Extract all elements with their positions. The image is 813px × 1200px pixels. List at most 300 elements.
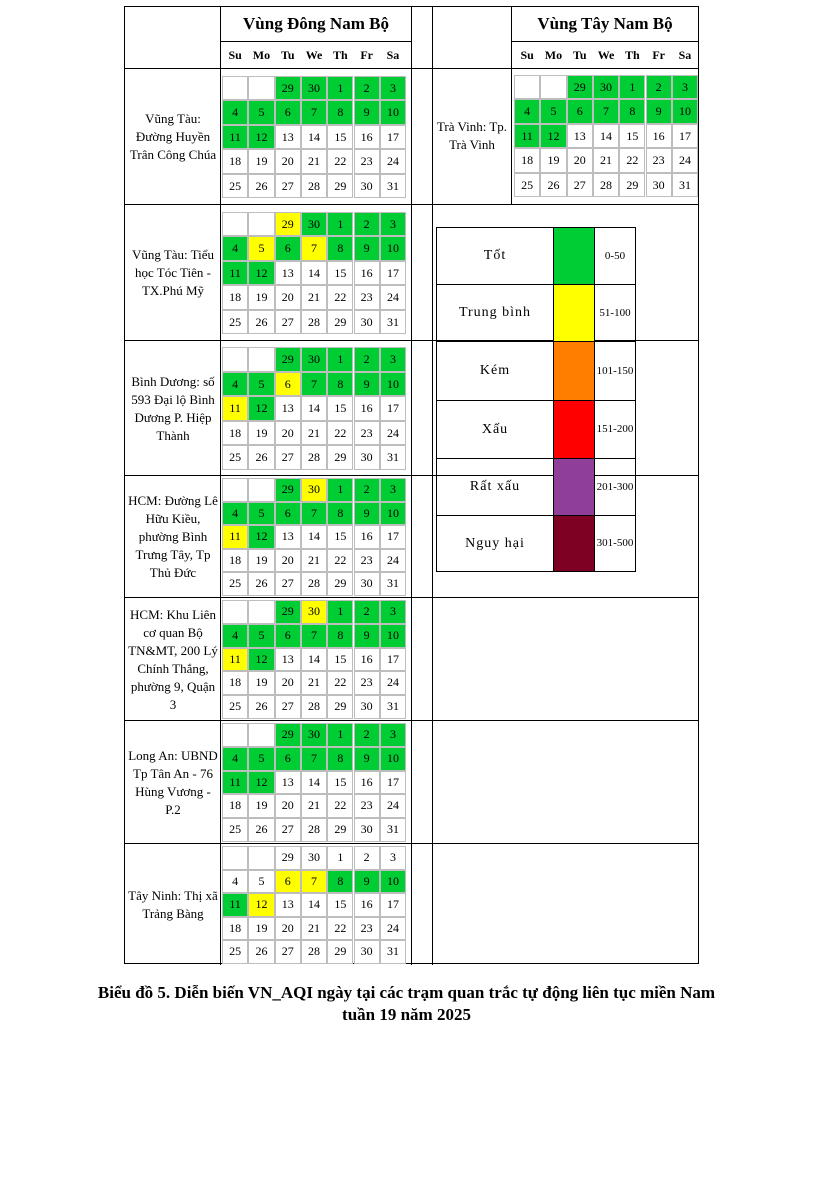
day-cell: 7 <box>301 624 327 648</box>
day-cell: 27 <box>567 173 593 198</box>
day-cell: 2 <box>354 846 380 870</box>
day-cell: 12 <box>248 771 274 795</box>
day-cell: 15 <box>327 396 353 421</box>
legend-range: 201-300 <box>594 458 636 516</box>
legend-row <box>436 227 636 285</box>
day-cell: 1 <box>619 75 645 100</box>
day-cell: 4 <box>222 870 248 894</box>
day-cell: 3 <box>380 212 406 237</box>
day-cell: 27 <box>275 940 301 964</box>
day-cell: 3 <box>672 75 698 100</box>
weekday-0: Su <box>520 48 534 62</box>
day-cell: 9 <box>354 372 380 397</box>
day-cell: 30 <box>354 174 380 199</box>
legend-range: 0-50 <box>594 227 636 285</box>
day-cell: 29 <box>567 75 593 100</box>
day-cell: 28 <box>301 174 327 199</box>
day-cell: 31 <box>380 174 406 199</box>
day-cell: 12 <box>248 893 274 917</box>
weekday-5: Fr <box>652 48 665 62</box>
day-cell: 4 <box>222 100 248 125</box>
day-cell: 29 <box>619 173 645 198</box>
day-cell: 25 <box>222 310 248 335</box>
day-cell: 3 <box>380 347 406 372</box>
day-cell: 9 <box>354 502 380 526</box>
day-cell: 11 <box>222 125 248 150</box>
day-cell: 8 <box>327 624 353 648</box>
day-cell: 18 <box>222 917 248 941</box>
figure-caption <box>20 982 793 1026</box>
day-cell: 4 <box>514 99 540 124</box>
legend-label: Rất xấu <box>436 458 554 516</box>
day-cell: 18 <box>222 549 248 573</box>
day-cell: 25 <box>222 695 248 719</box>
day-cell: 28 <box>301 445 327 470</box>
day-cell: 24 <box>380 285 406 310</box>
day-cell: 29 <box>275 600 301 624</box>
station-name: Trà Vinh: Tp. Trà Vinh <box>436 119 508 152</box>
day-cell: 8 <box>327 100 353 125</box>
day-cell <box>248 212 274 237</box>
day-cell: 13 <box>275 525 301 549</box>
day-cell: 25 <box>222 445 248 470</box>
west-block-top-line <box>433 68 698 69</box>
day-cell: 26 <box>248 940 274 964</box>
weekday-0: Su <box>228 48 242 62</box>
day-cell: 31 <box>380 695 406 719</box>
day-cell: 9 <box>354 870 380 894</box>
day-cell: 23 <box>354 671 380 695</box>
day-cell: 15 <box>327 648 353 672</box>
day-cell: 19 <box>248 421 274 446</box>
day-cell: 21 <box>301 794 327 818</box>
legend-row <box>436 341 636 401</box>
day-cell: 24 <box>380 421 406 446</box>
weekday-1: Mo <box>252 48 271 62</box>
day-cell: 7 <box>301 502 327 526</box>
day-cell: 19 <box>248 149 274 174</box>
day-cell: 5 <box>248 502 274 526</box>
station-name: HCM: Đường Lê Hữu Kiều, phường Bình Trưng Tây, Tp Thủ Đức <box>128 493 218 580</box>
day-cell: 23 <box>354 421 380 446</box>
day-cell: 9 <box>646 99 672 124</box>
day-cell: 2 <box>354 76 380 101</box>
day-cell: 24 <box>380 149 406 174</box>
day-cell: 27 <box>275 818 301 842</box>
day-cell: 6 <box>275 502 301 526</box>
day-cell: 29 <box>327 695 353 719</box>
day-cell: 11 <box>222 893 248 917</box>
day-cell: 13 <box>275 648 301 672</box>
day-cell: 11 <box>222 648 248 672</box>
day-cell: 5 <box>248 870 274 894</box>
day-cell <box>514 75 540 100</box>
day-cell: 28 <box>301 310 327 335</box>
day-cell: 21 <box>301 421 327 446</box>
day-cell: 7 <box>301 100 327 125</box>
legend-row <box>436 458 636 516</box>
day-cell: 30 <box>301 212 327 237</box>
day-cell: 20 <box>275 421 301 446</box>
day-cell: 4 <box>222 372 248 397</box>
day-cell: 29 <box>327 310 353 335</box>
day-cell <box>222 478 248 502</box>
day-cell: 8 <box>327 236 353 261</box>
day-cell: 30 <box>354 818 380 842</box>
day-cell: 19 <box>248 794 274 818</box>
day-cell: 13 <box>275 396 301 421</box>
day-cell: 17 <box>380 261 406 286</box>
day-cell: 30 <box>354 310 380 335</box>
day-cell: 29 <box>275 846 301 870</box>
caption-line-2: tuần 19 năm 2025 <box>342 1005 471 1024</box>
day-cell: 16 <box>646 124 672 149</box>
day-cell: 3 <box>380 723 406 747</box>
day-cell: 26 <box>248 310 274 335</box>
day-cell: 14 <box>301 125 327 150</box>
day-cell: 6 <box>275 870 301 894</box>
day-cell: 16 <box>354 893 380 917</box>
region-title-east: Vùng Đông Nam Bộ <box>243 14 389 33</box>
day-cell: 22 <box>327 421 353 446</box>
day-cell: 19 <box>248 671 274 695</box>
day-cell: 21 <box>593 148 619 173</box>
day-cell: 19 <box>248 549 274 573</box>
day-cell: 18 <box>222 285 248 310</box>
day-cell: 8 <box>327 870 353 894</box>
day-cell: 12 <box>248 125 274 150</box>
day-cell: 20 <box>275 149 301 174</box>
day-cell: 31 <box>380 310 406 335</box>
day-cell: 5 <box>248 236 274 261</box>
day-cell <box>222 600 248 624</box>
day-cell: 29 <box>275 212 301 237</box>
legend-swatch <box>553 227 595 285</box>
day-cell: 15 <box>327 771 353 795</box>
day-cell: 1 <box>327 600 353 624</box>
day-cell: 13 <box>567 124 593 149</box>
day-cell: 12 <box>248 396 274 421</box>
day-cell: 29 <box>327 572 353 596</box>
station-block <box>125 597 698 720</box>
day-cell: 29 <box>275 478 301 502</box>
day-cell: 9 <box>354 747 380 771</box>
day-cell: 16 <box>354 125 380 150</box>
day-cell: 4 <box>222 624 248 648</box>
day-cell: 1 <box>327 76 353 101</box>
station-name: HCM: Khu Liên cơ quan Bộ TN&MT, 200 Lý Chính Thắng, phường 9, Quận 3 <box>128 606 218 712</box>
station-name: Bình Dương: số 593 Đại lộ Bình Dương P. Hiệp Thành <box>131 373 215 443</box>
day-cell <box>222 846 248 870</box>
legend-swatch <box>553 284 595 342</box>
day-cell: 3 <box>380 76 406 101</box>
day-cell: 8 <box>619 99 645 124</box>
day-cell: 26 <box>248 572 274 596</box>
day-cell: 31 <box>380 940 406 964</box>
day-cell <box>248 723 274 747</box>
day-cell: 2 <box>354 723 380 747</box>
day-cell: 28 <box>301 695 327 719</box>
day-cell: 23 <box>354 549 380 573</box>
day-cell: 26 <box>248 445 274 470</box>
day-cell: 14 <box>301 648 327 672</box>
day-cell: 6 <box>275 624 301 648</box>
day-cell: 2 <box>646 75 672 100</box>
weekday-3: We <box>305 48 323 62</box>
day-cell: 1 <box>327 212 353 237</box>
day-cell: 31 <box>672 173 698 198</box>
weekday-4: Th <box>332 48 348 62</box>
day-cell: 1 <box>327 846 353 870</box>
day-cell: 23 <box>646 148 672 173</box>
weekday-2: Tu <box>572 48 587 62</box>
day-cell: 23 <box>354 149 380 174</box>
day-cell <box>222 723 248 747</box>
day-cell: 7 <box>593 99 619 124</box>
legend-row <box>436 400 636 459</box>
day-cell: 26 <box>248 695 274 719</box>
day-cell: 30 <box>593 75 619 100</box>
day-cell: 28 <box>301 818 327 842</box>
day-cell: 3 <box>380 846 406 870</box>
day-cell: 4 <box>222 747 248 771</box>
day-cell: 22 <box>619 148 645 173</box>
day-cell: 25 <box>222 174 248 199</box>
day-cell: 15 <box>327 893 353 917</box>
day-cell: 14 <box>593 124 619 149</box>
day-cell: 25 <box>222 940 248 964</box>
day-cell: 30 <box>301 846 327 870</box>
day-cell: 26 <box>248 174 274 199</box>
day-cell: 15 <box>327 125 353 150</box>
weekday-1: Mo <box>544 48 563 62</box>
day-cell: 14 <box>301 396 327 421</box>
day-cell: 23 <box>354 794 380 818</box>
legend-label: Xấu <box>436 400 554 459</box>
day-cell: 27 <box>275 445 301 470</box>
day-cell: 22 <box>327 149 353 174</box>
day-cell: 11 <box>222 771 248 795</box>
legend-label: Trung bình <box>436 284 554 342</box>
day-cell: 29 <box>327 940 353 964</box>
day-cell: 8 <box>327 372 353 397</box>
day-cell: 27 <box>275 572 301 596</box>
day-cell: 1 <box>327 723 353 747</box>
day-cell: 10 <box>380 100 406 125</box>
legend-swatch <box>553 458 595 516</box>
day-cell: 4 <box>222 236 248 261</box>
day-cell: 26 <box>248 818 274 842</box>
legend-label: Nguy hại <box>436 515 554 572</box>
day-cell: 16 <box>354 396 380 421</box>
day-cell: 5 <box>248 747 274 771</box>
day-cell: 11 <box>222 396 248 421</box>
day-cell: 18 <box>514 148 540 173</box>
day-cell: 16 <box>354 648 380 672</box>
day-cell: 18 <box>222 794 248 818</box>
day-cell: 17 <box>672 124 698 149</box>
day-cell <box>248 600 274 624</box>
station-block <box>125 720 698 843</box>
day-cell: 21 <box>301 549 327 573</box>
day-cell: 23 <box>354 917 380 941</box>
day-cell: 29 <box>275 347 301 372</box>
weekday-2: Tu <box>280 48 295 62</box>
day-cell: 15 <box>619 124 645 149</box>
day-cell: 14 <box>301 893 327 917</box>
weekday-6: Sa <box>678 48 692 62</box>
day-cell: 18 <box>222 421 248 446</box>
legend-range: 51-100 <box>594 284 636 342</box>
station-name: Long An: UBND Tp Tân An - 76 Hùng Vương - P.2 <box>128 747 218 817</box>
day-cell: 10 <box>380 372 406 397</box>
station-block <box>125 68 698 204</box>
station-name: Vũng Tàu: Đường Huyền Trân Công Chúa <box>129 111 217 162</box>
day-cell: 30 <box>646 173 672 198</box>
day-cell: 12 <box>540 124 566 149</box>
day-cell: 24 <box>380 549 406 573</box>
day-cell: 4 <box>222 502 248 526</box>
day-cell: 12 <box>248 525 274 549</box>
day-cell: 29 <box>327 818 353 842</box>
day-cell: 30 <box>301 76 327 101</box>
day-cell: 28 <box>301 940 327 964</box>
day-cell: 17 <box>380 396 406 421</box>
day-cell: 21 <box>301 917 327 941</box>
legend-row <box>436 515 636 572</box>
day-cell: 14 <box>301 525 327 549</box>
station-name: Vũng Tàu: Tiểu học Tóc Tiên - TX.Phú Mỹ <box>131 247 215 298</box>
day-cell: 26 <box>540 173 566 198</box>
east-header-line <box>221 41 411 42</box>
day-cell: 6 <box>275 236 301 261</box>
day-cell: 30 <box>301 347 327 372</box>
day-cell: 6 <box>275 747 301 771</box>
day-cell: 19 <box>248 285 274 310</box>
day-cell: 30 <box>354 940 380 964</box>
day-cell: 5 <box>248 372 274 397</box>
day-cell <box>222 212 248 237</box>
day-cell: 14 <box>301 771 327 795</box>
legend-range: 101-150 <box>594 341 636 401</box>
day-cell: 30 <box>301 478 327 502</box>
day-cell: 28 <box>301 572 327 596</box>
day-cell: 12 <box>248 648 274 672</box>
day-cell <box>248 846 274 870</box>
day-cell: 22 <box>327 549 353 573</box>
day-cell: 6 <box>567 99 593 124</box>
day-cell: 29 <box>327 445 353 470</box>
day-cell: 20 <box>275 917 301 941</box>
day-cell <box>248 347 274 372</box>
day-cell: 5 <box>540 99 566 124</box>
day-cell: 9 <box>354 236 380 261</box>
day-cell: 15 <box>327 525 353 549</box>
day-cell: 20 <box>275 794 301 818</box>
day-cell: 20 <box>275 285 301 310</box>
day-cell: 27 <box>275 310 301 335</box>
day-cell: 31 <box>380 818 406 842</box>
day-cell: 21 <box>301 671 327 695</box>
day-cell: 25 <box>222 818 248 842</box>
legend-swatch <box>553 341 595 401</box>
caption-line-1: Biểu đồ 5. Diễn biến VN_AQI ngày tại các trạm quan trắc tự động liên tục miền Nam <box>97 983 716 1002</box>
day-cell: 14 <box>301 261 327 286</box>
day-cell: 27 <box>275 174 301 199</box>
day-cell: 17 <box>380 125 406 150</box>
weekday-3: We <box>597 48 615 62</box>
day-cell: 17 <box>380 648 406 672</box>
day-cell: 18 <box>222 671 248 695</box>
day-cell: 22 <box>327 285 353 310</box>
station-name: Tây Ninh: Thị xã Trảng Bàng <box>128 888 218 921</box>
weekday-5: Fr <box>360 48 373 62</box>
day-cell: 20 <box>567 148 593 173</box>
day-cell: 1 <box>327 478 353 502</box>
day-cell: 7 <box>301 747 327 771</box>
day-cell: 30 <box>354 572 380 596</box>
day-cell: 10 <box>380 502 406 526</box>
day-cell: 2 <box>354 478 380 502</box>
day-cell: 15 <box>327 261 353 286</box>
day-cell: 23 <box>354 285 380 310</box>
day-cell: 7 <box>301 372 327 397</box>
day-cell: 20 <box>275 671 301 695</box>
day-cell: 10 <box>380 236 406 261</box>
day-cell: 13 <box>275 893 301 917</box>
station-block <box>125 843 698 965</box>
day-cell: 24 <box>380 917 406 941</box>
day-cell: 9 <box>354 624 380 648</box>
day-cell <box>248 478 274 502</box>
day-cell: 24 <box>380 671 406 695</box>
day-cell: 24 <box>380 794 406 818</box>
day-cell: 13 <box>275 261 301 286</box>
day-cell: 11 <box>222 261 248 286</box>
day-cell: 31 <box>380 445 406 470</box>
legend-range: 151-200 <box>594 400 636 459</box>
day-cell <box>222 347 248 372</box>
west-block-bottom-line <box>433 204 698 205</box>
day-cell: 22 <box>327 671 353 695</box>
day-cell: 30 <box>354 445 380 470</box>
day-cell: 8 <box>327 502 353 526</box>
day-cell: 2 <box>354 347 380 372</box>
day-cell: 16 <box>354 261 380 286</box>
day-cell: 10 <box>380 624 406 648</box>
day-cell: 10 <box>672 99 698 124</box>
legend-label: Tốt <box>436 227 554 285</box>
legend-label: Kém <box>436 341 554 401</box>
day-cell: 17 <box>380 893 406 917</box>
day-cell: 25 <box>514 173 540 198</box>
legend-swatch <box>553 400 595 459</box>
day-cell: 29 <box>275 76 301 101</box>
day-cell: 29 <box>327 174 353 199</box>
weekday-4: Th <box>624 48 640 62</box>
legend-swatch <box>553 515 595 572</box>
day-cell: 17 <box>380 525 406 549</box>
day-cell: 21 <box>301 149 327 174</box>
day-cell: 5 <box>248 100 274 125</box>
day-cell: 16 <box>354 525 380 549</box>
day-cell: 2 <box>354 600 380 624</box>
day-cell: 1 <box>327 347 353 372</box>
day-cell: 7 <box>301 870 327 894</box>
day-cell: 30 <box>301 723 327 747</box>
legend-range: 301-500 <box>594 515 636 572</box>
region-title-west: Vùng Tây Nam Bộ <box>537 14 673 33</box>
